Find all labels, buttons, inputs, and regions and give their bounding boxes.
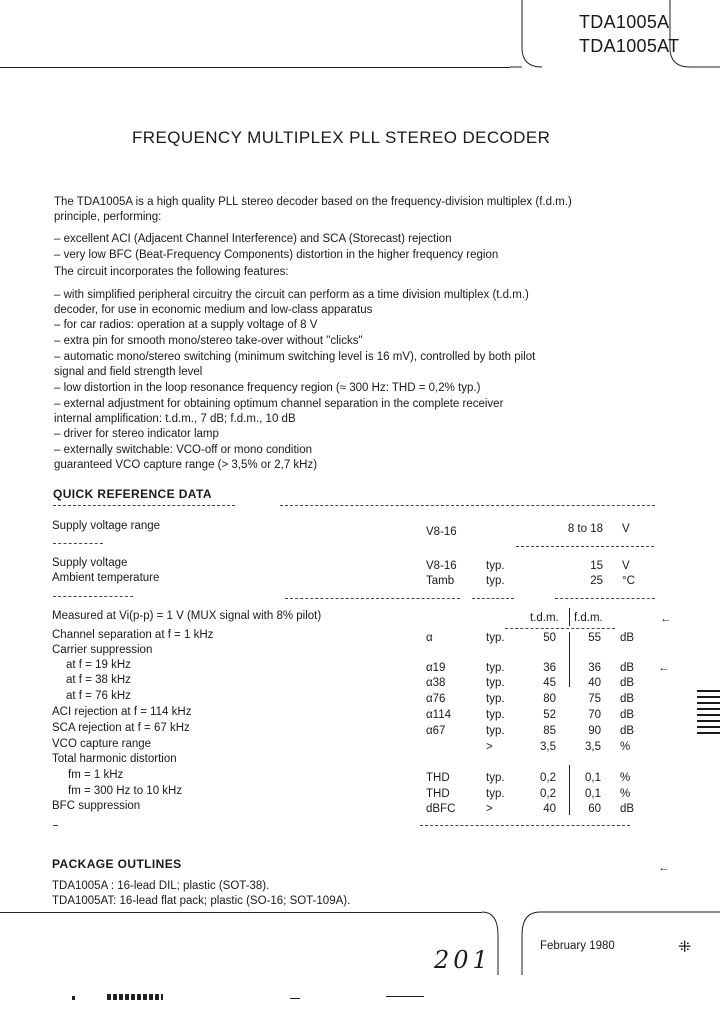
qrd-symbol: α38 [426,677,446,689]
qrd-heading-rule [53,505,235,506]
column-divider [569,608,570,626]
qrd-symbol: α [426,632,433,644]
feature-item: – external adjustment for obtaining optimum channel separation in the complete receiver [54,398,504,410]
qrd-symbol: Tamb [426,575,455,587]
feature-item: guaranteed VCO capture range (> 3,5% or 2,7 kHz) [54,459,318,471]
scan-artifact [290,998,300,999]
footer-mark: ⁜ [678,939,692,956]
qrd-rule [472,598,514,599]
scan-artifact [386,996,424,997]
qrd-rule [516,546,654,547]
feature-item: signal and field strength level [54,366,203,378]
qrd-v1: 3,5 [540,741,556,753]
feature-item: – for car radios: operation at a supply voltage of 8 V [54,319,318,331]
qrd-v2: 60 [588,803,601,815]
side-tab-marker [697,690,720,734]
qrd-label: Carrier suppression [52,644,153,656]
qrd-label: Supply voltage [52,557,128,569]
qrd-v2: 75 [588,693,601,705]
qrd-unit: % [620,741,631,753]
qrd-unit: dB [620,725,635,737]
qrd-typ: typ. [486,575,505,587]
feature-item: – driver for stereo indicator lamp [54,428,219,440]
qrd-v2: 90 [588,725,601,737]
qrd-label: VCO capture range [52,738,152,750]
scan-artifact [72,996,75,1000]
qrd-rule [53,825,58,826]
package-heading: PACKAGE OUTLINES [52,857,182,871]
qrd-rule [53,543,103,544]
qrd-symbol: dBFC [426,803,456,815]
qrd-unit: dB [620,662,635,674]
qrd-v1: 0,2 [540,788,556,800]
qrd-v2: 40 [588,677,601,689]
margin-arrow: ← [660,613,672,625]
footer-rule [0,912,482,913]
intro-line-1: The TDA1005A is a high quality PLL stereo decoder based on the frequency-division multiplex (f.d.m.) [54,196,572,208]
col-fdm: f.d.m. [574,612,603,624]
qrd-typ: > [486,803,493,815]
qrd-label: ACI rejection at f = 114 kHz [52,706,192,718]
qrd-unit: V [622,560,630,572]
supply-range-unit: V [622,523,630,535]
qrd-heading-rule [280,505,655,506]
qrd-v2: 55 [588,632,601,644]
qrd-v1: 85 [543,725,556,737]
qrd-symbol: α67 [426,725,446,737]
feature-item: internal amplification: t.d.m., 7 dB; f.d.m., 10 dB [54,413,296,425]
qrd-symbol: α19 [426,662,446,674]
intro-line-2: principle, performing: [54,211,162,223]
qrd-label: at f = 76 kHz [66,690,131,702]
qrd-v1: 50 [543,632,556,644]
qrd-v1: 45 [543,677,556,689]
qrd-symbol: V8-16 [426,560,457,572]
qrd-unit: dB [620,677,635,689]
qrd-typ: typ. [486,709,505,721]
qrd-label: at f = 38 kHz [66,674,131,686]
feature-item: – externally switchable: VCO-off or mono condition [54,444,313,456]
package-line: TDA1005A : 16-lead DIL; plastic (SOT-38). [52,880,270,892]
qrd-v1: 0,2 [540,772,556,784]
feature-item: decoder, for use in economic medium and low-class apparatus [54,304,373,316]
part-number-2: TDA1005AT [579,36,680,56]
qrd-rule [555,598,655,599]
qrd-v1: 36 [543,662,556,674]
qrd-rule [53,596,133,597]
qrd-v1: 40 [543,803,556,815]
qrd-unit: dB [620,693,635,705]
feature-item: – extra pin for smooth mono/stereo take-over without "clicks" [54,335,363,347]
qrd-typ: typ. [486,677,505,689]
perform-item: – very low BFC (Beat-Frequency Components) distortion in the higher frequency region [54,249,499,261]
perform-item: – excellent ACI (Adjacent Channel Interference) and SCA (Storecast) rejection [54,233,452,245]
qrd-unit: dB [620,803,635,815]
supply-range-value: 8 to 18 [567,523,603,535]
qrd-label: Ambient temperature [52,572,160,584]
qrd-rule [505,628,615,629]
handwritten-page-number: 201 [434,946,492,974]
qrd-unit: dB [620,709,635,721]
qrd-v2: 0,1 [585,788,601,800]
qrd-typ: typ. [486,632,505,644]
qrd-label: fm = 300 Hz to 10 kHz [68,785,183,797]
qrd-unit: °C [622,575,635,587]
qrd-symbol: THD [426,788,450,800]
qrd-label: fm = 1 kHz [68,769,124,781]
qrd-symbol: α114 [426,709,451,721]
footer-date: February 1980 [540,940,615,952]
qrd-label: SCA rejection at f = 67 kHz [52,722,190,734]
qrd-v2: 3,5 [585,741,601,753]
qrd-label: BFC suppression [52,800,141,812]
qrd-rule [420,825,630,826]
measured-label: Measured at Vi(p-p) = 1 V (MUX signal with 8% pilot) [52,610,322,622]
page-title: FREQUENCY MULTIPLEX PLL STEREO DECODER [132,128,551,147]
qrd-label: Total harmonic distortion [52,753,177,765]
margin-arrow: ← [658,862,670,874]
margin-arrow: ← [658,662,670,674]
col-tdm: t.d.m. [530,612,559,624]
qrd-typ: > [486,741,493,753]
supply-range-label: Supply voltage range [52,520,161,532]
header-rule-left [0,67,510,68]
qrd-typ: typ. [486,662,505,674]
qrd-unit: % [620,788,631,800]
qrd-v2: 0,1 [585,772,601,784]
qrd-rule [285,598,460,599]
qrd-typ: typ. [486,693,505,705]
qrd-label: at f = 19 kHz [66,659,131,671]
qrd-value: 15 [590,560,603,572]
qrd-v2: 70 [588,709,601,721]
feature-item: – with simplified peripheral circuitry the circuit can perform as a time division multiplex (t.d.m.) [54,289,529,301]
scan-artifact [107,994,163,1000]
package-line: TDA1005AT: 16-lead flat pack; plastic (SO-16; SOT-109A). [52,895,351,907]
qrd-heading: QUICK REFERENCE DATA [53,487,212,501]
features-intro: The circuit incorporates the following features: [54,266,289,278]
qrd-v1: 52 [543,709,556,721]
qrd-typ: typ. [486,788,505,800]
qrd-typ: typ. [486,772,505,784]
qrd-v1: 80 [543,693,556,705]
supply-range-symbol: V8-16 [426,526,457,538]
qrd-v2: 36 [588,662,601,674]
qrd-typ: typ. [486,725,505,737]
qrd-symbol: THD [426,772,450,784]
feature-item: – automatic mono/stereo switching (minimum switching level is 16 mV), controlled by both pilot [54,351,536,363]
qrd-symbol: α76 [426,693,446,705]
qrd-label: Channel separation at f = 1 kHz [52,629,214,641]
qrd-unit: % [620,772,631,784]
qrd-unit: dB [620,632,635,644]
part-number-1: TDA1005A [579,12,670,32]
qrd-value: 25 [590,575,603,587]
qrd-typ: typ. [486,560,505,572]
feature-item: – low distortion in the loop resonance frequency region (≈ 300 Hz: THD = 0,2% typ.) [54,382,481,394]
